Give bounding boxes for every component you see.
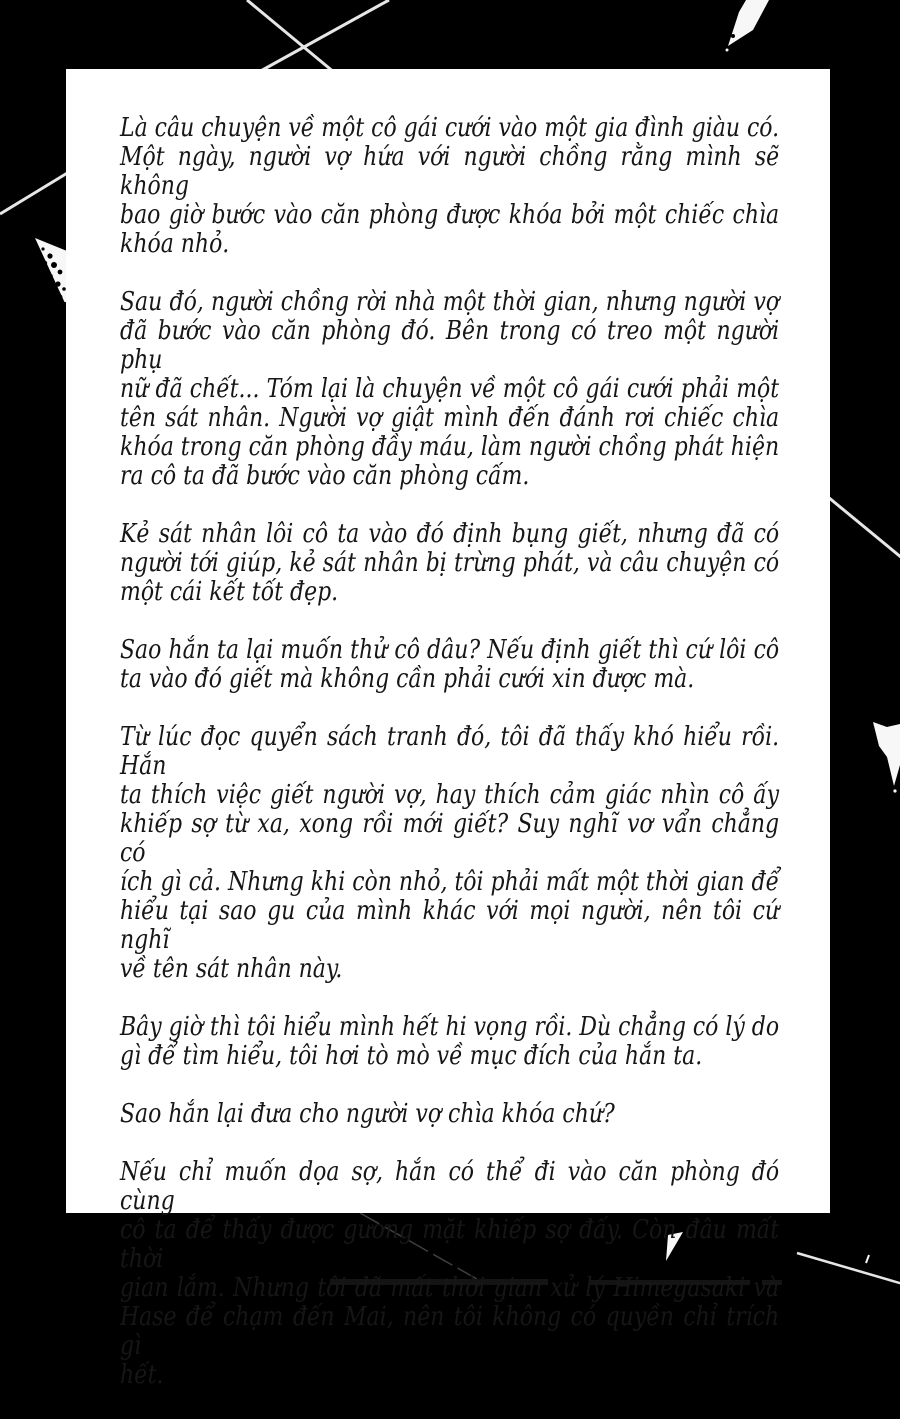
text-line: hiểu tại sao gu của mình khác với mọi người, nên tôi cứ nghĩ	[120, 896, 780, 955]
paragraph	[120, 1013, 779, 1071]
text-line: bao giờ bước vào căn phòng được khóa bởi một chiếc chìa	[120, 200, 780, 230]
text-line: người tới giúp, kẻ sát nhân bị trừng phát, và câu chuyện có	[120, 548, 780, 578]
text-line: khiếp sợ từ xa, xong rồi mới giết? Suy nghĩ vơ vẩn chẳng có	[120, 809, 780, 868]
text-line: cô ta để thấy được gương mặt khiếp sợ đấy. Còn đâu mất thời	[120, 1215, 780, 1274]
text-line: Nếu chỉ muốn dọa sợ, hắn có thể đi vào căn phòng đó cùng	[120, 1157, 780, 1216]
speed-line-left-middle	[0, 172, 69, 214]
text-line: ra cô ta đã bước vào căn phòng cấm.	[120, 461, 530, 491]
paragraph	[120, 520, 779, 607]
text-line: Hase để chạm đến Mai, nên tôi không có quyền chỉ trích gì	[120, 1302, 780, 1361]
text-line: đã bước vào căn phòng đó. Bên trong có treo một người phụ	[120, 316, 780, 375]
text-line: Từ lúc đọc quyển sách tranh đó, tôi đã thấy khó hiểu rồi. Hắn	[120, 722, 780, 781]
text-line: tên sát nhân. Người vợ giật mình đến đánh rơi chiếc chìa	[120, 403, 780, 433]
paragraph	[120, 288, 779, 491]
text-line: Sao hắn lại đưa cho người vợ chìa khóa chứ?	[120, 1099, 615, 1129]
text-line: Một ngày, người vợ hứa với người chồng rằng mình sẽ không	[120, 142, 780, 201]
text-sheet	[66, 69, 830, 1390]
text-line: một cái kết tốt đẹp.	[120, 577, 339, 607]
speed-line-right	[828, 497, 900, 558]
text-line: Sau đó, người chồng rời nhà một thời gian, nhưng người vợ	[120, 287, 780, 317]
text-line: nữ đã chết... Tóm lại là chuyện về một cô gái cưới phải một	[120, 374, 780, 404]
speck-bottom-right	[866, 1255, 869, 1263]
text-line: hết.	[120, 1360, 164, 1390]
text-line: Bây giờ thì tôi hiểu mình hết hi vọng rồi. Dù chẳng có lý do	[120, 1012, 780, 1042]
text-line: ta thích việc giết người vợ, hay thích cảm giác nhìn cô ấy	[120, 780, 780, 810]
text-line: khóa trong căn phòng đầy máu, làm người chồng phát hiện	[120, 432, 780, 462]
speed-line-bottom-right	[797, 1253, 900, 1284]
paragraph	[120, 1158, 779, 1390]
paragraph	[120, 114, 779, 259]
text-line: ích gì cả. Nhưng khi còn nhỏ, tôi phải mất một thời gian để	[120, 867, 780, 897]
paragraph	[120, 636, 779, 694]
text-line: khóa nhỏ.	[120, 229, 230, 259]
text-column	[120, 114, 779, 1419]
text-line: về tên sát nhân này.	[120, 954, 343, 984]
text-line: gian lắm. Nhưng tôi đã mất thời gian xử lý Himegasaki và	[120, 1273, 780, 1303]
paragraph	[120, 723, 779, 984]
text-line: Kẻ sát nhân lôi cô ta vào đó định bụng giết, nhưng đã có	[120, 519, 780, 549]
text-line: Sao hắn ta lại muốn thử cô dâu? Nếu định giết thì cứ lôi cô	[120, 635, 780, 665]
text-line: gì để tìm hiểu, tôi hơi tò mò về mục đích của hắn ta.	[120, 1041, 703, 1071]
crystal-shard-right	[873, 722, 900, 793]
diamond-shard-top-right	[726, 0, 770, 52]
text-line: ta vào đó giết mà không cần phải cưới xin được mà.	[120, 664, 695, 694]
text-line: Là câu chuyện về một cô gái cưới vào một gia đình giàu có.	[120, 113, 780, 143]
paragraph	[120, 1100, 779, 1129]
